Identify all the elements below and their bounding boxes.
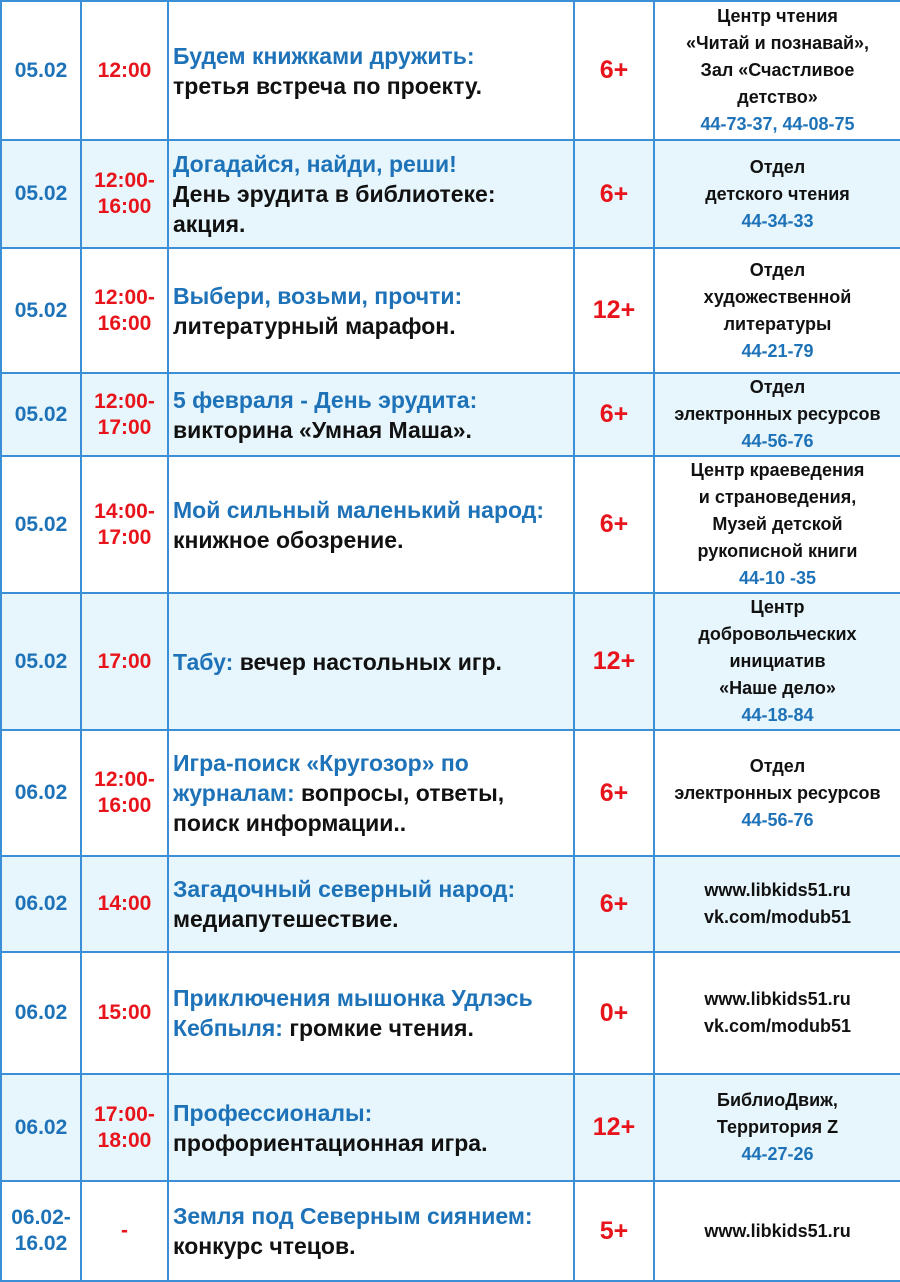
location-line: Зал «Счастливое (700, 60, 855, 80)
event-description: профориентационная игра. (173, 1129, 488, 1156)
event-description: третья встреча по проекту. (173, 72, 483, 99)
event-date: 05.02 (1, 593, 81, 730)
event-description: громкие чтения. (289, 1015, 474, 1041)
event-row (1, 373, 900, 456)
age-rating: 12+ (574, 593, 654, 730)
event-title-cell (168, 1074, 574, 1181)
event-description: медиапутешествие. (173, 906, 399, 932)
event-title-cell (168, 1181, 574, 1281)
event-title: 5 февраля - День эрудита: (173, 386, 478, 413)
location-link-site[interactable]: www.libkids51.ru (704, 989, 851, 1009)
age-rating: 6+ (574, 140, 654, 248)
event-location (654, 730, 900, 856)
location-phone: 44-34-33 (741, 210, 814, 231)
event-description: викторина «Умная Маша». (173, 416, 472, 443)
location-phone: 44-73-37, 44-08-75 (700, 114, 855, 134)
event-title-cell (168, 856, 574, 952)
event-location (654, 952, 900, 1074)
location-line: инициатив (729, 651, 826, 671)
location-line: добровольческих (698, 624, 857, 644)
event-title: Загадочный северный народ: (173, 876, 516, 902)
location-phone: 44-18-84 (741, 705, 814, 725)
location-line: Отдел (749, 377, 806, 397)
event-description: День эрудита в библиотеке: акция. (173, 181, 496, 237)
event-title: Профессионалы: (173, 1099, 373, 1126)
location-line: «Наше дело» (719, 678, 836, 698)
location-line: Территория Z (716, 1117, 839, 1137)
age-rating: 6+ (574, 456, 654, 593)
event-row (1, 1, 900, 140)
event-row (1, 456, 900, 593)
event-date: 05.02 (1, 456, 81, 593)
event-location (654, 248, 900, 373)
location-link-site[interactable]: www.libkids51.ru (704, 1220, 851, 1241)
location-line: рукописной книги (697, 541, 858, 561)
location-line: детство» (737, 87, 818, 107)
event-location (654, 1, 900, 140)
event-row (1, 248, 900, 373)
event-title: Табу: (173, 648, 234, 675)
event-time: 12:00 (81, 1, 168, 140)
age-rating: 5+ (574, 1181, 654, 1281)
event-location (654, 1074, 900, 1181)
location-phone: 44-27-26 (741, 1144, 814, 1164)
event-row (1, 856, 900, 952)
event-time: 12:00-17:00 (81, 373, 168, 456)
event-date: 05.02 (1, 248, 81, 373)
event-row (1, 952, 900, 1074)
location-link-vk[interactable]: vk.com/modub51 (703, 907, 852, 927)
location-line: БиблиоДвиж, (717, 1090, 838, 1110)
event-date: 05.02 (1, 1, 81, 140)
event-title: Выбери, возьми, прочти: (173, 282, 463, 309)
event-date: 05.02 (1, 140, 81, 248)
event-row (1, 593, 900, 730)
location-line: Центр чтения (717, 6, 838, 26)
event-date: 06.02 (1, 952, 81, 1074)
event-row (1, 1181, 900, 1281)
age-rating: 12+ (574, 248, 654, 373)
event-date: 06.02 (1, 1074, 81, 1181)
event-title-cell (168, 140, 574, 248)
event-time: 12:00-16:00 (81, 248, 168, 373)
event-title-cell (168, 248, 574, 373)
event-row (1, 730, 900, 856)
event-title-cell (168, 952, 574, 1074)
event-time: 12:00-16:00 (81, 140, 168, 248)
event-time: 14:00 (81, 856, 168, 952)
location-line: электронных ресурсов (674, 782, 881, 803)
event-time: 14:00-17:00 (81, 456, 168, 593)
event-title: Земля под Северным сиянием: (173, 1203, 533, 1229)
event-title: Игра-поиск «Кругозор» по журналам: (173, 750, 469, 806)
event-time: 12:00-16:00 (81, 730, 168, 856)
event-location (654, 856, 900, 952)
event-date: 06.02 (1, 730, 81, 856)
event-time: - (81, 1181, 168, 1281)
age-rating: 6+ (574, 373, 654, 456)
event-row (1, 140, 900, 248)
event-date: 06.02-16.02 (1, 1181, 81, 1281)
location-line: детского чтения (705, 183, 850, 204)
age-rating: 12+ (574, 1074, 654, 1181)
event-location (654, 593, 900, 730)
event-title-cell (168, 593, 574, 730)
event-date: 06.02 (1, 856, 81, 952)
age-rating: 0+ (574, 952, 654, 1074)
event-location (654, 140, 900, 248)
event-location (654, 373, 900, 456)
location-phone: 44-56-76 (741, 809, 814, 830)
event-description: литературный марафон. (173, 312, 456, 339)
event-time: 17:00-18:00 (81, 1074, 168, 1181)
event-description: вопросы, ответы, поиск информации.. (173, 780, 505, 836)
event-description: вечер настольных игр. (239, 648, 502, 675)
location-line: Центр (750, 597, 805, 617)
event-date: 05.02 (1, 373, 81, 456)
location-line: Музей детской (712, 514, 843, 534)
event-description: книжное обозрение. (173, 526, 404, 553)
location-link-site[interactable]: www.libkids51.ru (704, 880, 851, 900)
event-location (654, 456, 900, 593)
event-title: Приключения мышонка Удлэсь Кебпыля: (173, 985, 533, 1041)
age-rating: 6+ (574, 856, 654, 952)
event-time: 15:00 (81, 952, 168, 1074)
location-link-vk[interactable]: vk.com/modub51 (703, 1016, 852, 1036)
age-rating: 6+ (574, 730, 654, 856)
event-title-cell (168, 373, 574, 456)
location-line: и страноведения, (698, 487, 857, 507)
event-location (654, 1181, 900, 1281)
location-line: электронных ресурсов (674, 404, 881, 424)
event-title: Будем книжками дружить: (173, 42, 475, 69)
location-phone: 44-10 -35 (738, 568, 817, 588)
event-title-cell (168, 456, 574, 593)
location-line: Отдел (749, 755, 806, 776)
location-phone: 44-21-79 (741, 340, 814, 361)
age-rating: 6+ (574, 1, 654, 140)
event-title: Догадайся, найди, реши! (173, 151, 457, 177)
location-line: Центр краеведения (690, 460, 865, 480)
event-title: Мой сильный маленький народ: (173, 496, 545, 523)
location-line: Отдел (749, 156, 806, 177)
location-phone: 44-56-76 (741, 431, 814, 451)
location-line: литературы (723, 313, 832, 334)
location-line: Отдел (749, 259, 806, 280)
event-title-cell (168, 1, 574, 140)
event-description: конкурс чтецов. (173, 1233, 356, 1259)
location-line: «Читай и познавай», (685, 33, 870, 53)
event-row (1, 1074, 900, 1181)
event-title-cell (168, 730, 574, 856)
event-time: 17:00 (81, 593, 168, 730)
location-line: художественной (703, 286, 852, 307)
